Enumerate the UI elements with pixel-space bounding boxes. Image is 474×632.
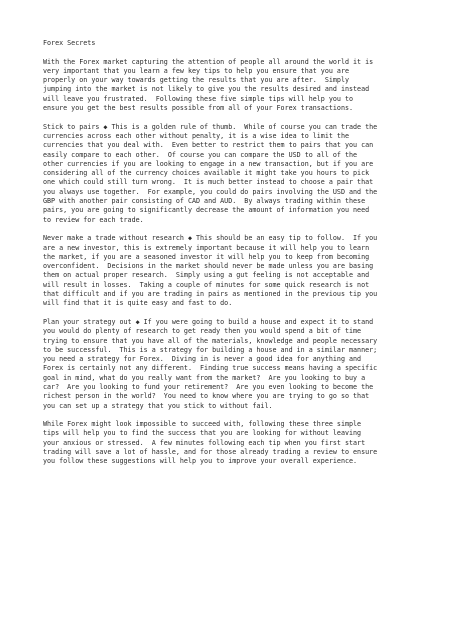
text-line: easily compare to each other. Of course you can compare the USD to all of the — [43, 150, 358, 159]
text-line: to review for each trade. — [43, 215, 144, 224]
text-line: you can set up a strategy that you stick to without fail. — [43, 401, 273, 410]
text-line: very important that you learn a few key tips to help you ensure that you are — [43, 66, 349, 75]
paragraph-intro — [43, 58, 443, 114]
text-line: pairs, you are going to significantly decrease the amount of information you need — [43, 206, 370, 215]
text-line: one which could still turn wrong. It is much better instead to choose a pair that — [43, 178, 374, 187]
text-line: will result in losses. Taking a couple of minutes for some quick research is not — [43, 280, 370, 289]
text-line: Plan your strategy out ◆ If you were going to build a house and expect it to stand — [43, 317, 374, 326]
text-line: With the Forex market capturing the attention of people all around the world it is — [43, 57, 374, 66]
text-line: goal in mind, what do you really want from the market? Are you looking to buy a — [43, 373, 366, 382]
text-line: While Forex might look impossible to succeed with, following these three simple — [43, 420, 362, 429]
text-line: your anxious or stressed. A few minutes following each tip when you first start — [43, 438, 366, 447]
paragraph-conclusion — [43, 420, 443, 466]
text-line: that difficult and if you are trading in pairs as mentioned in the previous tip you — [43, 290, 378, 299]
text-line: the market, if you are a seasoned investor it will help you to keep from becoming — [43, 252, 370, 261]
text-line: are a new investor, this is extremely important because it will help you to learn — [43, 243, 370, 252]
text-line: you need a strategy for Forex. Diving in is never a good idea for anything and — [43, 355, 362, 364]
text-line: properly on your way towards getting the results that you are after. Simply — [43, 76, 349, 85]
text-line: trading will save a lot of hassle, and for those already trading a review to ensure — [43, 448, 378, 457]
text-line: Stick to pairs ◆ This is a golden rule of thumb. While of course you can trade the — [43, 122, 378, 131]
text-line: Forex is certainly not any different. Finding true success means having a specific — [43, 364, 378, 373]
text-line: will leave you frustrated. Following these five simple tips will help you to — [43, 94, 354, 103]
text-line: overconfident. Decisions in the market should never be made unless you are basing — [43, 262, 374, 271]
text-line: car? Are you looking to fund your retirement? Are you even looking to become the — [43, 382, 374, 391]
paragraph-gap — [43, 309, 443, 318]
document-title: Forex Secrets — [43, 39, 96, 47]
paragraph-research — [43, 234, 443, 308]
document-body — [43, 39, 443, 467]
paragraph-strategy — [43, 318, 443, 411]
text-line: will find that it is quite easy and fast to do. — [43, 299, 233, 308]
paragraph-gap — [43, 48, 443, 57]
text-line: trying to ensure that you have all of the materials, knowledge and people necessary — [43, 336, 378, 345]
paragraph-stick-to-pairs — [43, 123, 443, 225]
text-line: currencies that you deal with. Even better to restrict them to pairs that you can — [43, 141, 374, 150]
paragraph-gap — [43, 113, 443, 122]
text-line: considering all of the currency choices available it might take you hours to pick — [43, 169, 370, 178]
text-line: you follow these suggestions will help you to improve your overall experience. — [43, 457, 358, 466]
text-line: jumping into the market is not likely to give you the results desired and instead — [43, 85, 370, 94]
paragraph-gap — [43, 411, 443, 420]
text-line: you always use together. For example, you could do pairs involving the USD and the — [43, 187, 378, 196]
text-line: richest person in the world? You need to know where you are trying to go so that — [43, 392, 370, 401]
text-line: ensure you get the best results possible from all of your Forex transactions. — [43, 104, 354, 113]
text-line: you would do plenty of research to get ready then you would spend a bit of time — [43, 327, 362, 336]
text-line: other currencies if you are looking to engage in a new transaction, but if you are — [43, 159, 374, 168]
text-line: them on actual proper research. Simply using a gut feeling is not acceptable and — [43, 271, 370, 280]
text-line: tips will help you to find the success that you are looking for without leaving — [43, 429, 362, 438]
text-line: to be successful. This is a strategy for building a house and in a similar manner; — [43, 345, 378, 354]
text-line: currencies across each other without penalty, it is a wise idea to limit the — [43, 131, 349, 140]
text-line: GBP with another pair consisting of CAD and AUD. By always trading within these — [43, 197, 366, 206]
text-line: Never make a trade without research ◆ This should be an easy tip to follow. If you — [43, 234, 378, 243]
paragraph-gap — [43, 225, 443, 234]
